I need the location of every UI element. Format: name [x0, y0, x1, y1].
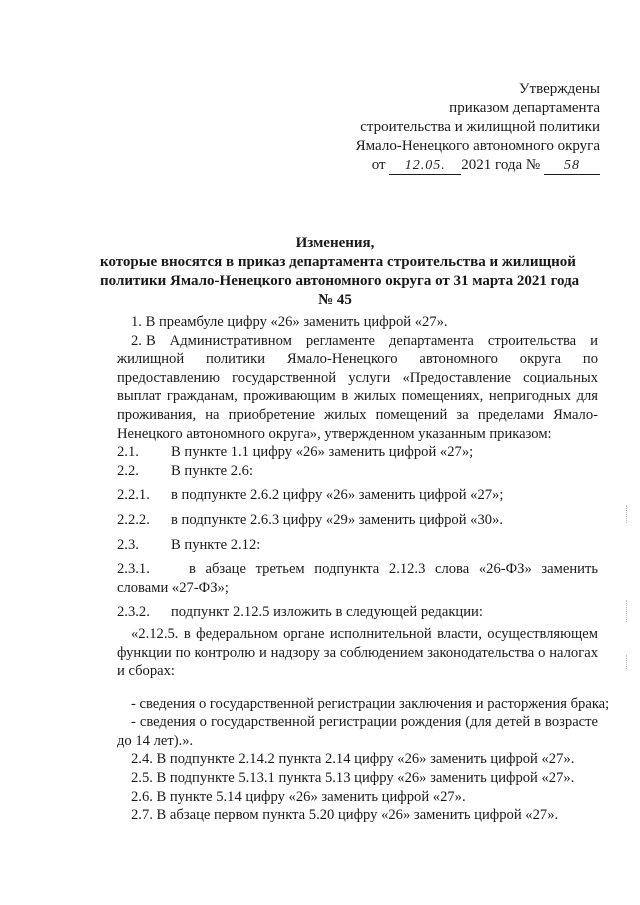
approval-line-2: приказом департамента	[449, 100, 600, 116]
w: абзаце	[205, 561, 246, 578]
item-number: 2.1.	[117, 444, 139, 461]
item-text: В пункте 2.6:	[171, 462, 253, 479]
w: третьем	[255, 561, 305, 578]
approval-date-line	[356, 156, 600, 175]
w: «26-ФЗ»	[478, 561, 532, 578]
w: заменить	[541, 561, 598, 578]
approval-line-3: строительства и жилищной политики	[360, 119, 600, 135]
list-item	[117, 443, 598, 462]
title-line-4: № 45	[318, 292, 352, 308]
handwritten-date: 12.05.	[389, 158, 461, 175]
w: в	[189, 561, 196, 578]
quoted-clause: «2.12.5. в федеральном органе исполнительной власти, осуществляющем функции по контролю и надзору за соблюдением законодательства о налогах и сборах:	[117, 625, 598, 680]
p2-word: департамента	[388, 332, 474, 349]
w: 2.12.3	[388, 561, 426, 578]
list-item	[117, 511, 598, 530]
item-text: В пункте 1.1 цифру «26» заменить цифрой «27»;	[171, 444, 474, 461]
title-line-2: которые вносятся в приказ департамента строительства и жилищной	[100, 254, 576, 270]
document-title	[100, 234, 580, 310]
document-body	[117, 313, 610, 825]
handwritten-order-number: 58	[544, 158, 600, 175]
item-number: 2.2.2.	[117, 511, 150, 528]
p2-word: 2.	[131, 332, 142, 349]
spacer	[117, 681, 598, 695]
list-item	[117, 536, 598, 555]
p2-word: регламенте	[305, 332, 375, 349]
tail-item: 2.7. В абзаце первом пункта 5.20 цифру «26» заменить цифрой «27».	[131, 807, 559, 824]
title-line-1: Изменения,	[295, 235, 375, 251]
approval-block	[356, 80, 600, 175]
scan-edge-mark	[626, 655, 630, 669]
item-text: В пункте 2.12:	[171, 536, 261, 553]
p2-word: строительства	[487, 332, 577, 349]
list-item	[117, 462, 598, 481]
approval-line-4: Ямало-Ненецкого автономного округа	[355, 138, 600, 154]
list-item-2-3-1	[117, 560, 598, 579]
item-text: в подпункте 2.6.2 цифру «26» заменить цифрой «27»;	[171, 487, 504, 504]
item-text: в подпункте 2.6.3 цифру «29» заменить цифрой «30».	[171, 511, 503, 528]
p2-word: В	[145, 332, 156, 349]
title-line-3: политики Ямало-Ненецкого автономного округа от 31 марта 2021 года	[100, 273, 580, 289]
item-text: подпункт 2.12.5 изложить в следующей редакции:	[171, 604, 483, 621]
paragraph-1: 1. В преамбуле цифру «26» заменить цифрой «27».	[131, 314, 448, 330]
item-number: 2.3.2.	[117, 604, 150, 621]
p2-word: Административном	[169, 332, 292, 349]
tail-item: 2.4. В подпункте 2.14.2 пункта 2.14 цифру «26» заменить цифрой «27».	[131, 751, 575, 768]
date-prefix: от	[371, 157, 386, 173]
list-item-2-3-2	[117, 603, 598, 622]
bullet-2: - сведения о государственной регистрации рождения (для детей в возрасте до 14 лет).».	[117, 714, 598, 749]
item-number: 2.2.1.	[117, 487, 150, 504]
paragraph-2-first-line	[117, 332, 598, 351]
list-item	[117, 486, 598, 505]
w: подпункта	[314, 561, 380, 578]
item-231-text	[189, 560, 598, 579]
scan-edge-mark	[626, 505, 630, 523]
item-number: 2.2.	[117, 462, 139, 479]
scan-edge-mark	[626, 600, 630, 622]
tail-item: 2.6. В пункте 5.14 цифру «26» заменить цифрой «27».	[131, 788, 466, 805]
p2-word: и	[590, 332, 598, 349]
item-number: 2.3.	[117, 536, 139, 553]
item-number: 2.3.1.	[117, 561, 150, 578]
approval-line-1: Утверждены	[518, 81, 600, 97]
w: слова	[435, 561, 470, 578]
bullet-1: - сведения о государственной регистрации заключения и расторжения брака;	[131, 695, 610, 712]
paragraph-2-rest: жилищной политики Ямало-Ненецкого автономного округа по предоставлению государственной услуги «Предоставление социальных выплат гражданам, проживающим в жилых помещениях, непригодных для проживания, на приобретение жилых помещений за пределами Ямало-Ненецкого автономного округа», утвержденном указанным приказом:	[117, 351, 598, 442]
item-231-continuation: словами «27-ФЗ»;	[117, 579, 229, 596]
tail-item: 2.5. В подпункте 5.13.1 пункта 5.13 цифру «26» заменить цифрой «27».	[131, 770, 575, 787]
date-suffix: 2021 года №	[461, 157, 541, 173]
